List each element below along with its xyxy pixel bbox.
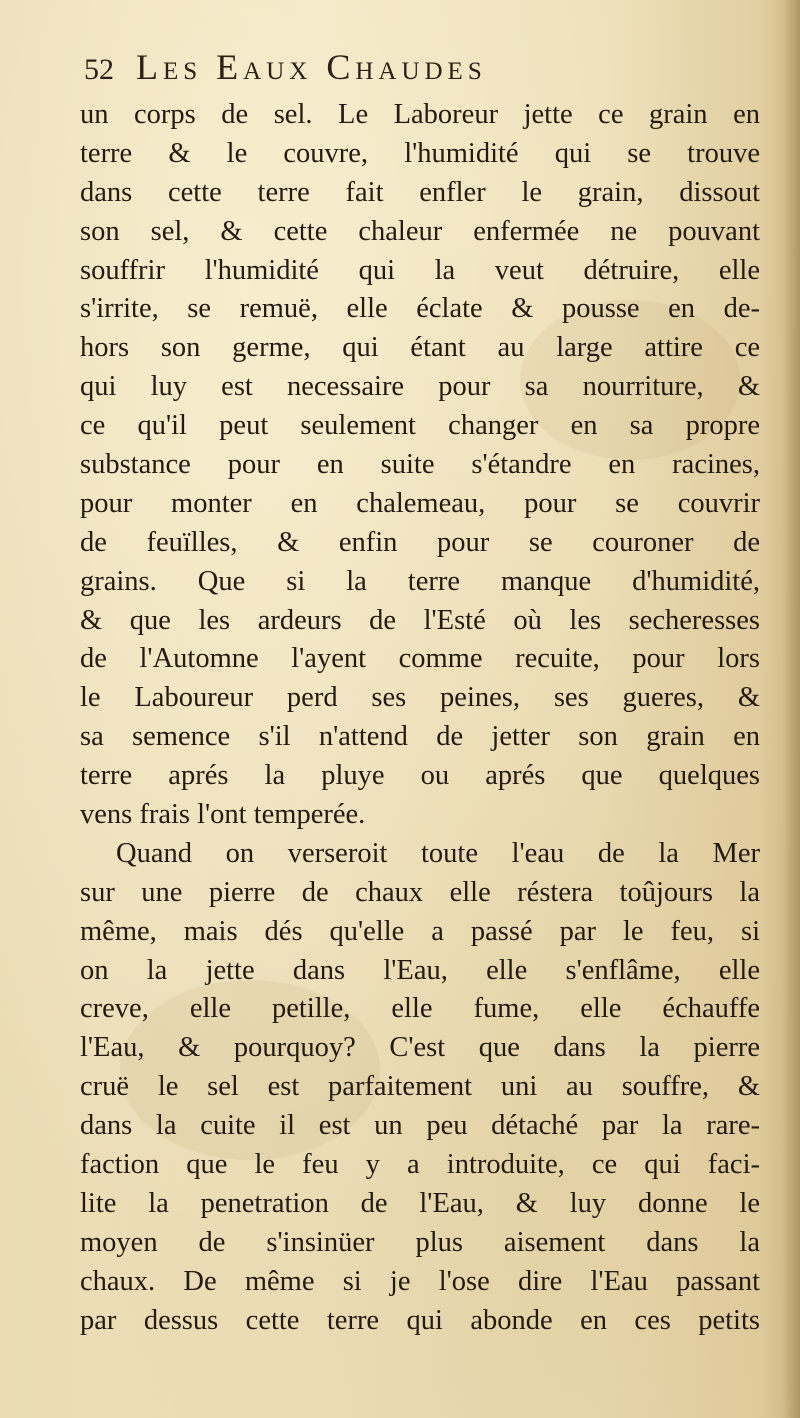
text-line: dans la cuite il est un peu détaché par la rare- <box>80 1110 760 1142</box>
text-line: grains. Que si la terre manque d'humidité, <box>80 565 760 597</box>
paragraph-end-line: vens frais l'ont temperée. <box>80 799 366 831</box>
text-line: ce qu'il peut seulement changer en sa propre <box>80 410 760 442</box>
text-line: un corps de sel. Le Laboreur jette ce grain en <box>80 99 760 130</box>
text-line: son sel, & cette chaleur enfermée ne pouvant <box>80 215 760 247</box>
text-line: pour monter en chalemeau, pour se couvrir <box>80 487 760 519</box>
text-line: même, mais dés qu'elle a passé par le feu, si <box>80 915 760 947</box>
text-line: s'irrite, se remuë, elle éclate & pousse en de- <box>80 293 760 325</box>
text-line: moyen de s'insinüer plus aisement dans la <box>80 1226 760 1258</box>
text-line: chaux. De même si je l'ose dire l'Eau passant <box>80 1265 760 1297</box>
page-edge <box>782 0 800 1418</box>
text-line: de l'Automne l'ayent comme recuite, pour lors <box>80 643 760 675</box>
text-line: hors son germe, qui étant au large attire ce <box>80 332 760 364</box>
text-line: de feuïlles, & enfin pour se couroner de <box>80 526 760 558</box>
text-line: par dessus cette terre qui abonde en ces petits <box>80 1304 760 1336</box>
text-line: faction que le feu y a introduite, ce qui faci- <box>80 1149 760 1181</box>
text-line: souffrir l'humidité qui la veut détruire, elle <box>80 254 760 286</box>
text-line: qui luy est necessaire pour sa nourriture, & <box>80 371 760 403</box>
running-head: Les Eaux Chaudes <box>136 47 487 87</box>
text-line: sur une pierre de chaux elle réstera toûjours la <box>80 876 760 908</box>
text-line: le Laboureur perd ses peines, ses gueres, & <box>80 682 760 714</box>
page-header <box>84 46 684 92</box>
body-text <box>80 96 760 1341</box>
text-line: terre & le couvre, l'humidité qui se trouve <box>80 137 760 169</box>
text-line: sa semence s'il n'attend de jetter son grain en <box>80 721 760 753</box>
page-number: 52 <box>84 53 114 86</box>
text-line: terre aprés la pluye ou aprés que quelques <box>80 760 760 792</box>
text-line: cruë le sel est parfaitement uni au souffre, & <box>80 1071 760 1103</box>
paragraph-start-line: Quand on verseroit toute l'eau de la Mer <box>116 837 760 869</box>
text-line: lite la penetration de l'Eau, & luy donne le <box>80 1187 760 1219</box>
text-line: substance pour en suite s'étandre en racines, <box>80 449 760 481</box>
text-line: creve, elle petille, elle fume, elle échauffe <box>80 993 760 1025</box>
text-line: on la jette dans l'Eau, elle s'enflâme, elle <box>80 954 760 986</box>
text-line: l'Eau, & pourquoy? C'est que dans la pierre <box>80 1032 760 1064</box>
text-line: dans cette terre fait enfler le grain, dissout <box>80 176 760 208</box>
text-line: & que les ardeurs de l'Esté où les secheresses <box>80 604 760 636</box>
